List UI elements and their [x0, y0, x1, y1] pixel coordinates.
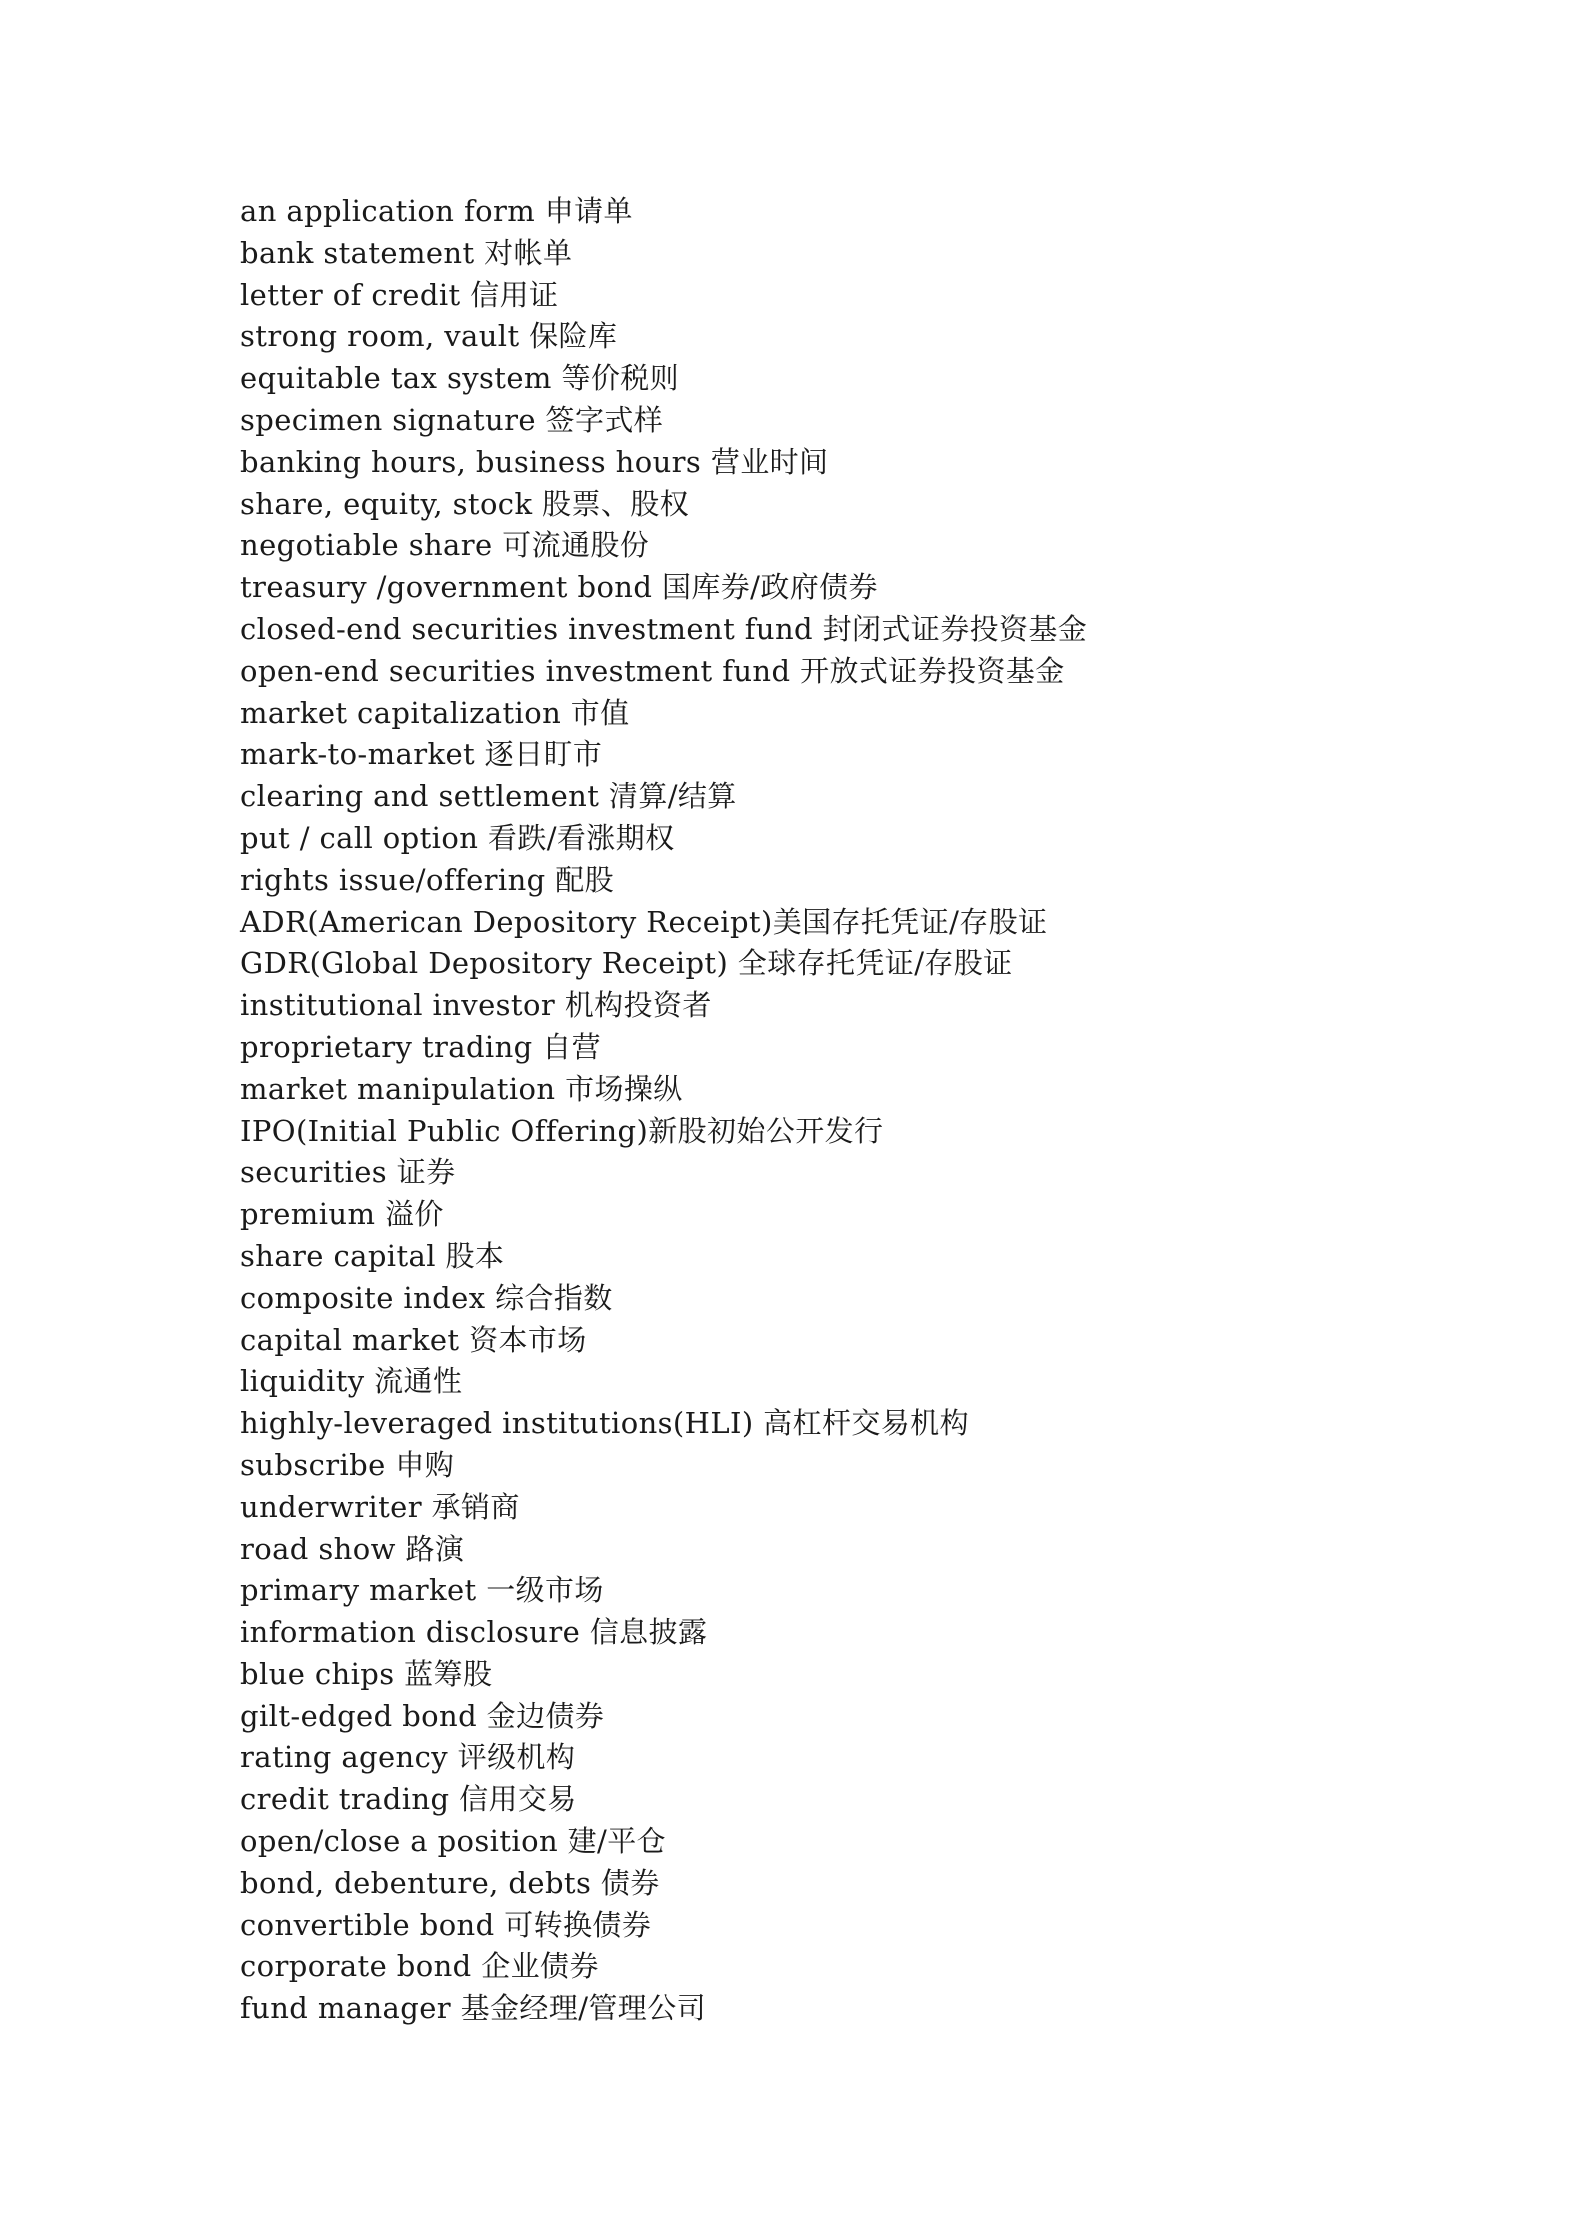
- glossary-entry: share capital 股本: [240, 1238, 505, 1273]
- glossary-entry: subscribe 申购: [240, 1447, 455, 1482]
- glossary-entry: credit trading 信用交易: [240, 1782, 577, 1817]
- glossary-entry: specimen signature 签字式样: [240, 402, 664, 437]
- glossary-entry: information disclosure 信息披露: [240, 1615, 708, 1650]
- glossary-entry: open-end securities investment fund 开放式证券投资基金: [240, 653, 1065, 688]
- glossary-entry: primary market 一级市场: [240, 1573, 604, 1608]
- glossary-entry: rights issue/offering 配股: [240, 862, 615, 897]
- glossary-entry: GDR(Global Depository Receipt) 全球存托凭证/存股证: [240, 946, 1013, 981]
- glossary-entry: composite index 综合指数: [240, 1280, 613, 1315]
- glossary-entry: open/close a position 建/平仓: [240, 1824, 667, 1859]
- glossary-entry: market manipulation 市场操纵: [240, 1071, 683, 1106]
- glossary-entry: treasury /government bond 国库券/政府债券: [240, 570, 878, 605]
- glossary-entry: letter of credit 信用证: [240, 277, 559, 312]
- glossary-entry: banking hours, business hours 营业时间: [240, 444, 829, 479]
- glossary-entry: an application form 申请单: [240, 194, 633, 228]
- glossary-entry: share, equity, stock 股票、股权: [240, 486, 690, 521]
- glossary-entry: liquidity 流通性: [240, 1364, 463, 1399]
- glossary-entry: fund manager 基金经理/管理公司: [240, 1991, 707, 2026]
- glossary-entry: closed-end securities investment fund 封闭式证券投资基金: [240, 611, 1088, 646]
- glossary-entry: clearing and settlement 清算/结算: [240, 779, 737, 814]
- glossary-entry: underwriter 承销商: [240, 1489, 520, 1524]
- glossary-entry: bank statement 对帐单: [240, 235, 573, 270]
- glossary-entry: road show 路演: [240, 1531, 465, 1566]
- glossary-entry: blue chips 蓝筹股: [240, 1656, 493, 1691]
- glossary-entry: negotiable share 可流通股份: [240, 528, 650, 563]
- glossary-entry: strong room, vault 保险库: [240, 319, 618, 354]
- glossary-entry: securities 证券: [240, 1155, 456, 1190]
- glossary-entry: mark-to-market 逐日盯市: [240, 737, 603, 772]
- glossary-entry: capital market 资本市场: [240, 1322, 587, 1357]
- glossary-entry: ADR(American Depository Receipt)美国存托凭证/存股证: [240, 904, 1048, 939]
- glossary-entry: equitable tax system 等价税则: [240, 361, 680, 396]
- glossary-entry: convertible bond 可转换债券: [240, 1907, 652, 1942]
- glossary-entry: corporate bond 企业债券: [240, 1949, 599, 1984]
- glossary-entry: bond, debenture, debts 债券: [240, 1865, 660, 1900]
- glossary-entry: premium 溢价: [240, 1197, 444, 1232]
- glossary-entry: highly-leveraged institutions(HLI) 高杠杆交易机构: [240, 1406, 969, 1441]
- glossary-entry: institutional investor 机构投资者: [240, 988, 712, 1023]
- glossary-list: [240, 191, 1440, 2030]
- glossary-entry: proprietary trading 自营: [240, 1029, 602, 1064]
- glossary-entry: market capitalization 市值: [240, 695, 630, 730]
- glossary-entry: IPO(Initial Public Offering)新股初始公开发行: [240, 1113, 884, 1148]
- glossary-entry: rating agency 评级机构: [240, 1740, 576, 1775]
- glossary-entry: put / call option 看跌/看涨期权: [240, 820, 675, 855]
- glossary-entry: gilt-edged bond 金边债券: [240, 1698, 605, 1733]
